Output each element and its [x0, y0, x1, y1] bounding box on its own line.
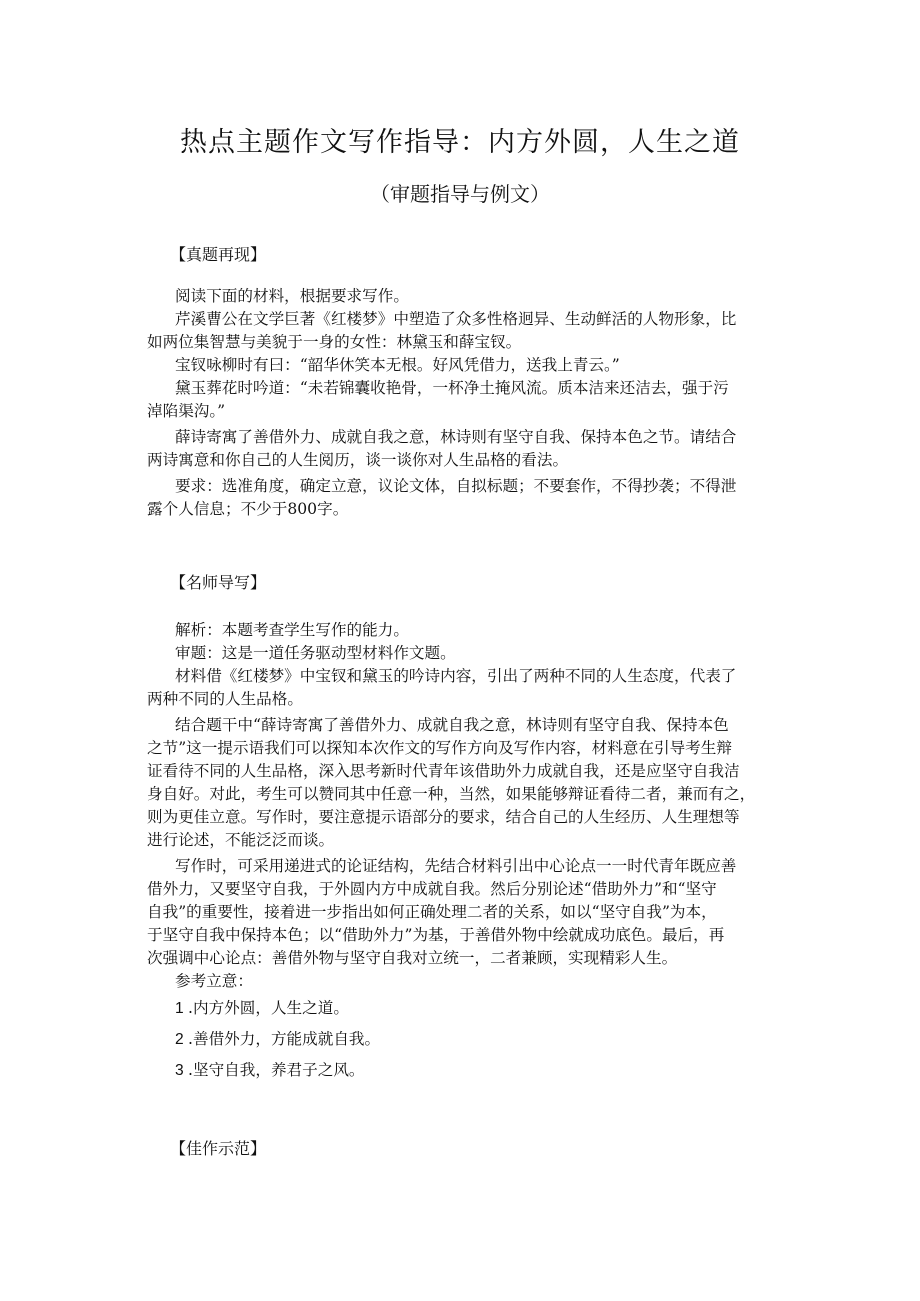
section-teacher-guide-body	[147, 619, 787, 1086]
text-line: 结合题干中“薛诗寄寓了善借外力、成就自我之意，林诗则有坚守自我、保持本色	[175, 716, 729, 734]
document-subtitle: （审题指导与例文）	[370, 182, 550, 206]
idea-text: .坚守自我，养君子之风。	[188, 1061, 365, 1079]
text-line: 淖陷渠沟。”	[147, 402, 226, 420]
text-line: 于坚守自我中保持本色；以“借助外力”为基，于善借外物中绘就成功底色。最后，再	[147, 926, 725, 944]
text-line: 参考立意：	[175, 972, 253, 990]
text-line: 写作时，可采用递进式的论证结构，先结合材料引出中心论点一一时代青年既应善	[175, 857, 737, 875]
idea-number: 2	[175, 1031, 184, 1048]
text-line: 则为更佳立意。写作时，要注意提示语部分的要求，结合自己的人生经历、人生理想等	[147, 808, 740, 826]
text-line: 黛玉葬花时吟道：“未若锦囊收艳骨，一杯净土掩风流。质本洁来还洁去，强于污	[175, 379, 729, 397]
text-line: 露个人信息；不少于800字。	[147, 500, 349, 518]
idea-item	[147, 1055, 787, 1086]
text-line: 如两位集智慧与美貌于一身的女性：林黛玉和薛宝钗。	[147, 333, 522, 351]
text-line: 材料借《红楼梦》中宝钗和黛玉的吟诗内容，引出了两种不同的人生态度，代表了	[175, 667, 737, 685]
text-line: 次强调中心论点：善借外物与坚守自我对立统一，二者兼顾，实现精彩人生。	[147, 949, 678, 967]
idea-number: 1	[175, 1000, 184, 1017]
text-line: 阅读下面的材料，根据要求写作。	[175, 287, 409, 305]
idea-item	[147, 993, 787, 1024]
text-line: 芹溪曹公在文学巨著《红楼梦》中塑造了众多性格迥异、生动鲜活的人物形象，比	[175, 310, 737, 328]
text-line: 之节”这一提示语我们可以探知本次作文的写作方向及写作内容，材料意在引导考生辩	[147, 739, 732, 757]
text-line: 宝钗咏柳时有曰：“韶华休笑本无根。好风凭借力，送我上青云。”	[175, 356, 620, 374]
idea-number: 3	[175, 1062, 184, 1079]
text-line: 身自好。对此，考生可以赞同其中任意一种，当然，如果能够辩证看待二者，兼而有之，	[147, 785, 756, 803]
section-heading-sample-essay: 【佳作示范】	[170, 1139, 267, 1158]
text-line: 审题：这是一道任务驱动型材料作文题。	[175, 644, 456, 662]
text-line: 要求：选准角度，确定立意，议论文体，自拟标题；不要套作，不得抄袭；不得泄	[175, 477, 737, 495]
text-line: 证看待不同的人生品格，深入思考新时代青年该借助外力成就自我，还是应坚守自我洁	[147, 762, 740, 780]
text-line: 两诗寓意和你自己的人生阅历，谈一谈你对人生品格的看法。	[147, 451, 569, 469]
section-heading-teacher-guide: 【名师导写】	[170, 573, 267, 592]
text-line: 两种不同的人生品格。	[147, 690, 303, 708]
text-line: 解析：本题考查学生写作的能力。	[175, 621, 409, 639]
text-line: 借外力，又要坚守自我，于外圆内方中成就自我。然后分别论述“借助外力”和“坚守	[147, 880, 717, 898]
text-line: 薛诗寄寓了善借外力、成就自我之意，林诗则有坚守自我、保持本色之节。请结合	[175, 428, 737, 446]
document-title: 热点主题作文写作指导：内方外圆，人生之道	[180, 127, 740, 158]
idea-item	[147, 1024, 787, 1055]
section-real-question-body	[147, 285, 787, 521]
section-heading-real-question: 【真题再现】	[170, 245, 267, 264]
idea-text: .善借外力，方能成就自我。	[188, 1030, 381, 1048]
idea-text: .内方外圆，人生之道。	[188, 999, 349, 1017]
text-line: 自我”的重要性，接着进一步指出如何正确处理二者的关系，如以“坚守自我”为本，	[147, 903, 717, 921]
text-line: 进行论述，不能泛泛而谈。	[147, 831, 335, 849]
